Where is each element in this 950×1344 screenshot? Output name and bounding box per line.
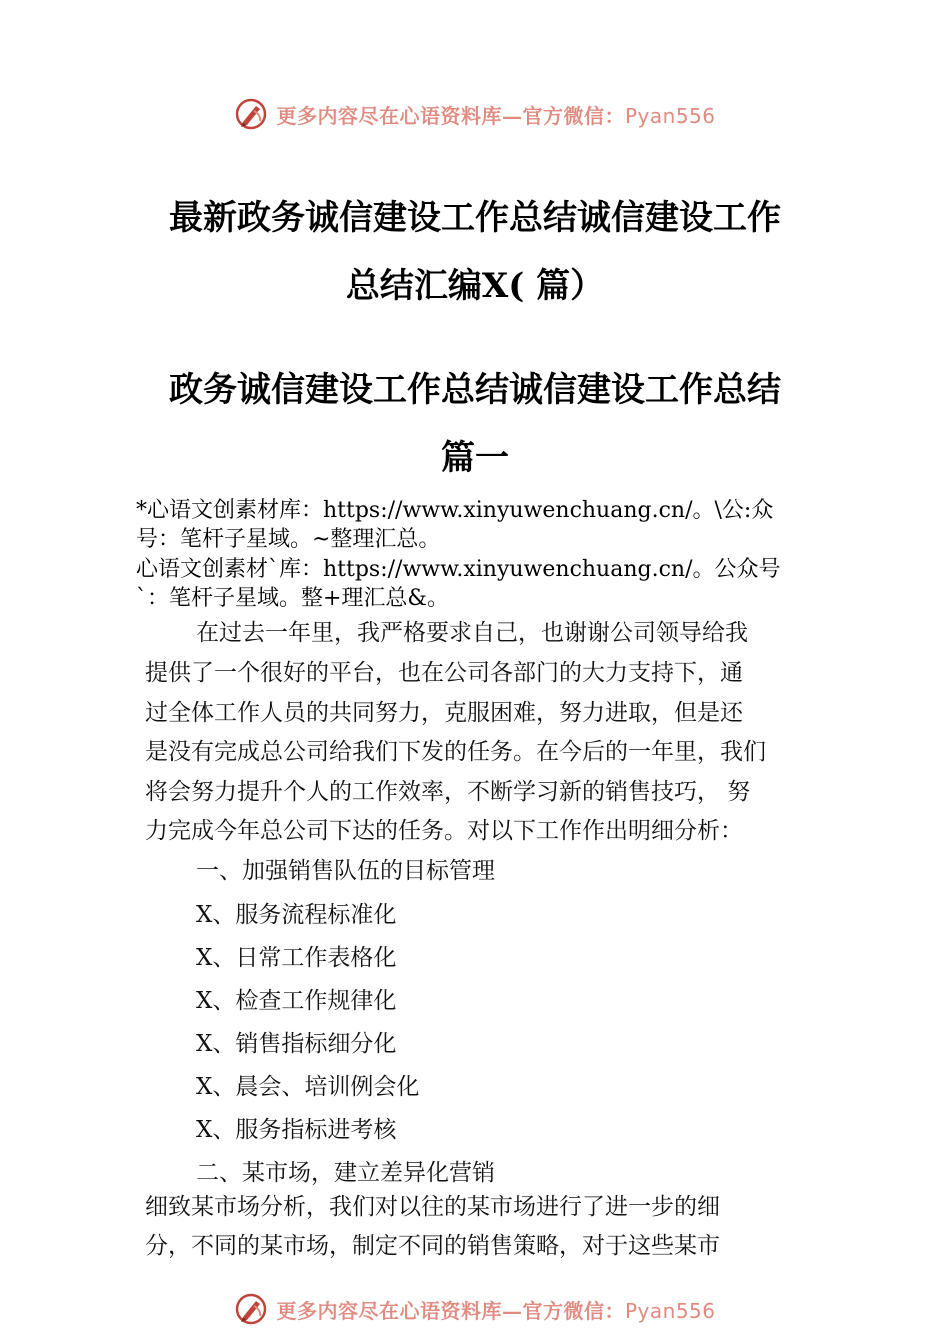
paragraph-line: 细致某市场分析，我们对以往的某市场进行了进一步的细 [145, 1194, 720, 1220]
watermark-text: 更多内容尽在心语资料库—官方微信：Pyan556 [276, 103, 716, 128]
paragraph-line: 将会努力提升个人的工作效率，不断学习新的销售技巧， 努 [145, 779, 751, 805]
source-note-line: 心语文创素材`库：https://www.xinyuwenchuang.cn/。公众号 [136, 557, 781, 582]
paragraph-line: 在过去一年里，我严格要求自己，也谢谢公司领导给我 [196, 620, 748, 646]
paragraph-line: 是没有完成总公司给我们下发的任务。在今后的一年里，我们 [145, 739, 766, 765]
list-item: X、销售指标细分化 [196, 1031, 397, 1057]
pen-logo-icon [234, 97, 268, 131]
watermark-footer [0, 1289, 950, 1329]
pen-logo-icon [234, 1292, 268, 1326]
section-heading: 一、加强销售队伍的目标管理 [196, 858, 495, 884]
list-item: X、晨会、培训例会化 [196, 1074, 420, 1100]
paragraph-line: 过全体工作人员的共同努力，克服困难，努力进取，但是还 [145, 700, 743, 726]
section-heading: 二、某市场，建立差异化营销 [196, 1160, 495, 1186]
document-title-line-1: 最新政务诚信建设工作总结诚信建设工作 [169, 198, 781, 238]
paragraph-line: 分，不同的某市场，制定不同的销售策略，对于这些某市 [145, 1233, 720, 1259]
section-title-line-1: 政务诚信建设工作总结诚信建设工作总结 [169, 370, 781, 410]
list-item: X、服务指标进考核 [196, 1117, 397, 1143]
section-title-line-2: 篇一 [441, 438, 509, 478]
source-note-line: 号：笔杆子星域。~整理汇总。 [136, 527, 441, 552]
source-note-line: *心语文创素材库：https://www.xinyuwenchuang.cn/。\公:众 [136, 498, 774, 523]
document-title-line-2: 总结汇编X( 篇） [345, 266, 605, 306]
watermark-text: 更多内容尽在心语资料库—官方微信：Pyan556 [276, 1298, 716, 1323]
list-item: X、服务流程标准化 [196, 902, 397, 928]
list-item: X、日常工作表格化 [196, 945, 397, 971]
paragraph-line: 提供了一个很好的平台，也在公司各部门的大力支持下，通 [145, 660, 743, 686]
watermark-header [0, 94, 950, 134]
list-item: X、检查工作规律化 [196, 988, 397, 1014]
source-note-line: `：笔杆子星域。整+理汇总&。 [136, 586, 450, 611]
paragraph-line: 力完成今年总公司下达的任务。对以下工作作出明细分析： [145, 818, 743, 844]
